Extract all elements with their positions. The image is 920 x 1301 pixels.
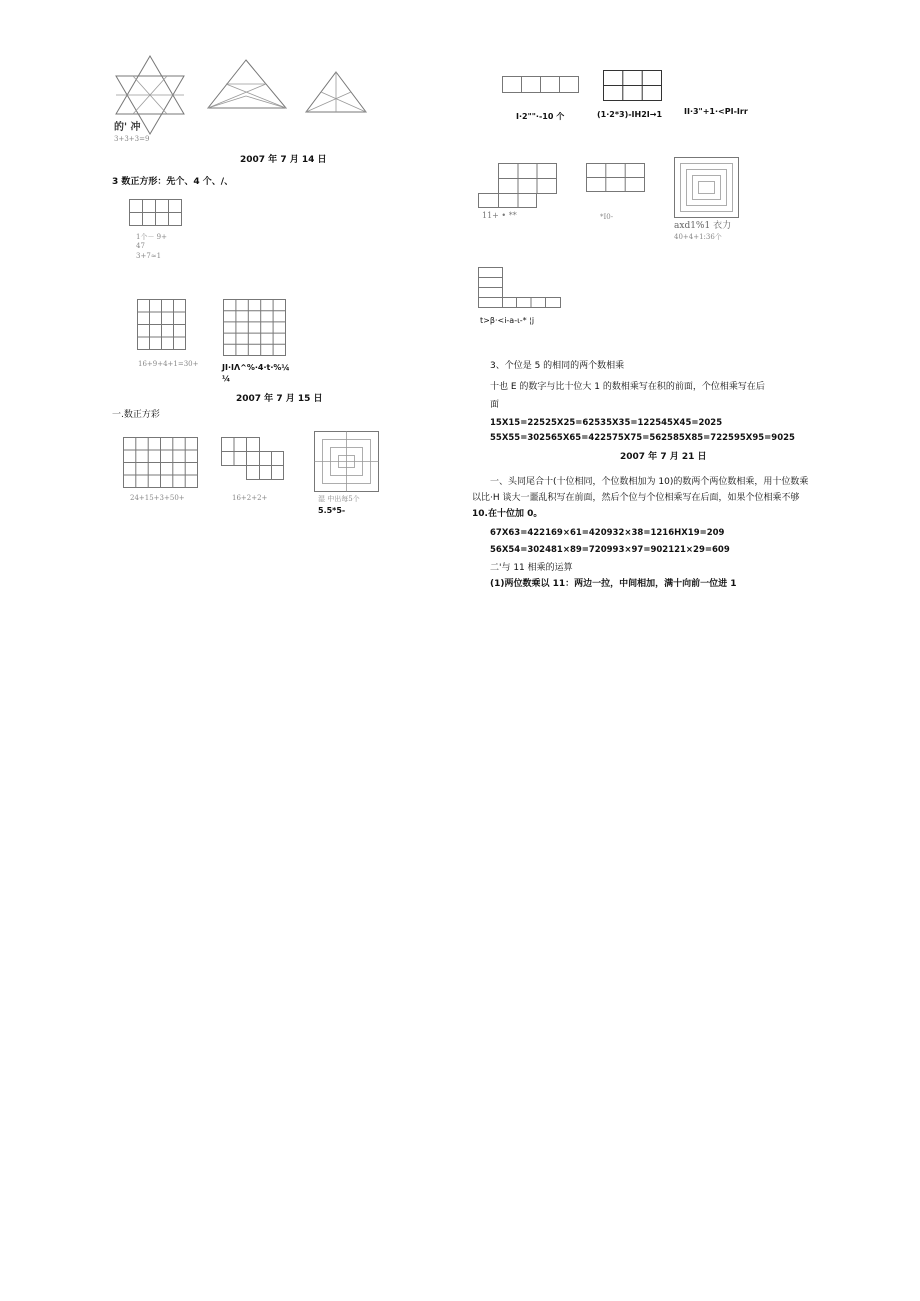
nested-squares-caption-2: 5.5*5-: [318, 506, 346, 515]
nested-squares-figure: [314, 431, 380, 493]
l-shaped-grid-caption: t>β·<i-a-ι-* ¦j: [480, 316, 535, 325]
date-heading-1: 2007 年 7 月 14 日: [240, 155, 327, 165]
figure-1-caption-b: 3+3+3=9: [114, 135, 150, 143]
grid-2x4-caption-3: 3+7≈1: [136, 252, 162, 260]
paragraph-1-line-2: 以比·H 谈大一噩乱积写在前面，然后个位与个位相乘写在后面，如果个位相乘不够: [472, 493, 800, 503]
section-heading-count-rectangles: 一.数正方彩: [112, 410, 160, 420]
strip-1x4-figure: [502, 76, 580, 94]
paragraph-1-example-2: 56X54=302481×89=720993×97=902121×29=609: [490, 545, 730, 555]
section-3-rule-line-1: 十也 E 的数字与比十位大 1 的数相乘写在积的前面，个位相乘写在后: [490, 382, 765, 392]
grid-2x4-caption-1: 1个－ 9+: [136, 233, 167, 241]
nested-squares-right-figure: [674, 157, 740, 219]
nested-squares-right-caption-2: 40+4+1:36个: [674, 233, 722, 241]
grid-2x4-figure: [129, 199, 183, 227]
paragraph-1-line-3: 10.在十位加 0。: [472, 509, 543, 519]
stepped-grid-figure: [221, 437, 285, 481]
paragraph-1-line-1: 一、头同尾合十(十位相同，个位数相加为 10)的数两个两位数相乘，用十位数乘: [490, 477, 809, 487]
grid-2x3-small-figure: [586, 163, 646, 193]
date-heading-3: 2007 年 7 月 21 日: [620, 452, 707, 462]
grid-4x4-figure: [137, 299, 187, 351]
section-3-title: 3、个位是 5 的相同的两个数相乘: [490, 361, 625, 371]
grid-4x6-caption: 24+15+3+50+: [130, 494, 185, 502]
nested-squares-caption: 湿 中出每5个: [318, 495, 360, 503]
staircase-grid-figure: [478, 163, 558, 209]
grid-2x3-small-caption: *I0-: [600, 213, 614, 221]
grid-2x3-figure: [603, 70, 663, 102]
section-3-rule-line-2: 面: [490, 400, 500, 410]
grid-2x4-caption-2: 47: [136, 242, 145, 250]
strip-1x4-caption: I·2""·-10 个: [516, 112, 565, 121]
stepped-grid-caption: 16+2+2+: [232, 494, 268, 502]
figure-1-caption-a: 的' 冲: [114, 122, 141, 133]
staircase-grid-caption: 11+ • **: [482, 211, 517, 220]
l-shaped-grid-figure: [478, 267, 562, 309]
grid-5x5-caption: JI·IΛ^%·4·t·%¼: [222, 363, 290, 372]
grid-4x4-caption: 16+9+4+1=30+: [138, 360, 199, 368]
triangle-figure-1: [206, 58, 288, 110]
grid-4x6-figure: [123, 437, 199, 489]
triangle-figure-2: [304, 70, 368, 114]
section-3-example-2: 55X55=302565X65=422575X75=562585X85=722595X95=9025: [490, 433, 795, 443]
grid-2x3-caption: (1·2*3)-IH2I→1: [597, 110, 663, 119]
section-4-title: 二'与 11 相乘的运算: [490, 563, 573, 573]
figure-r3-caption: II·3"+1·<PI-Irr: [684, 107, 748, 116]
grid-5x5-figure: [223, 299, 287, 357]
grid-5x5-caption-2: ¼: [222, 374, 231, 383]
date-heading-2: 2007 年 7 月 15 日: [236, 394, 323, 404]
paragraph-1-example-1: 67X63=422169×61=420932×38=1216HX19=209: [490, 528, 725, 538]
section-heading-count-squares: 3 数正方形：先个、4 个、/、: [112, 177, 234, 187]
nested-squares-right-caption: axd1%1 衣力: [674, 221, 732, 231]
section-3-example-1: 15X15=22525X25=62535X35=122545X45=2025: [490, 418, 723, 428]
section-4-rule: (1)两位数乘以 11：两边一拉，中间相加，满十向前一位进 1: [490, 579, 737, 589]
